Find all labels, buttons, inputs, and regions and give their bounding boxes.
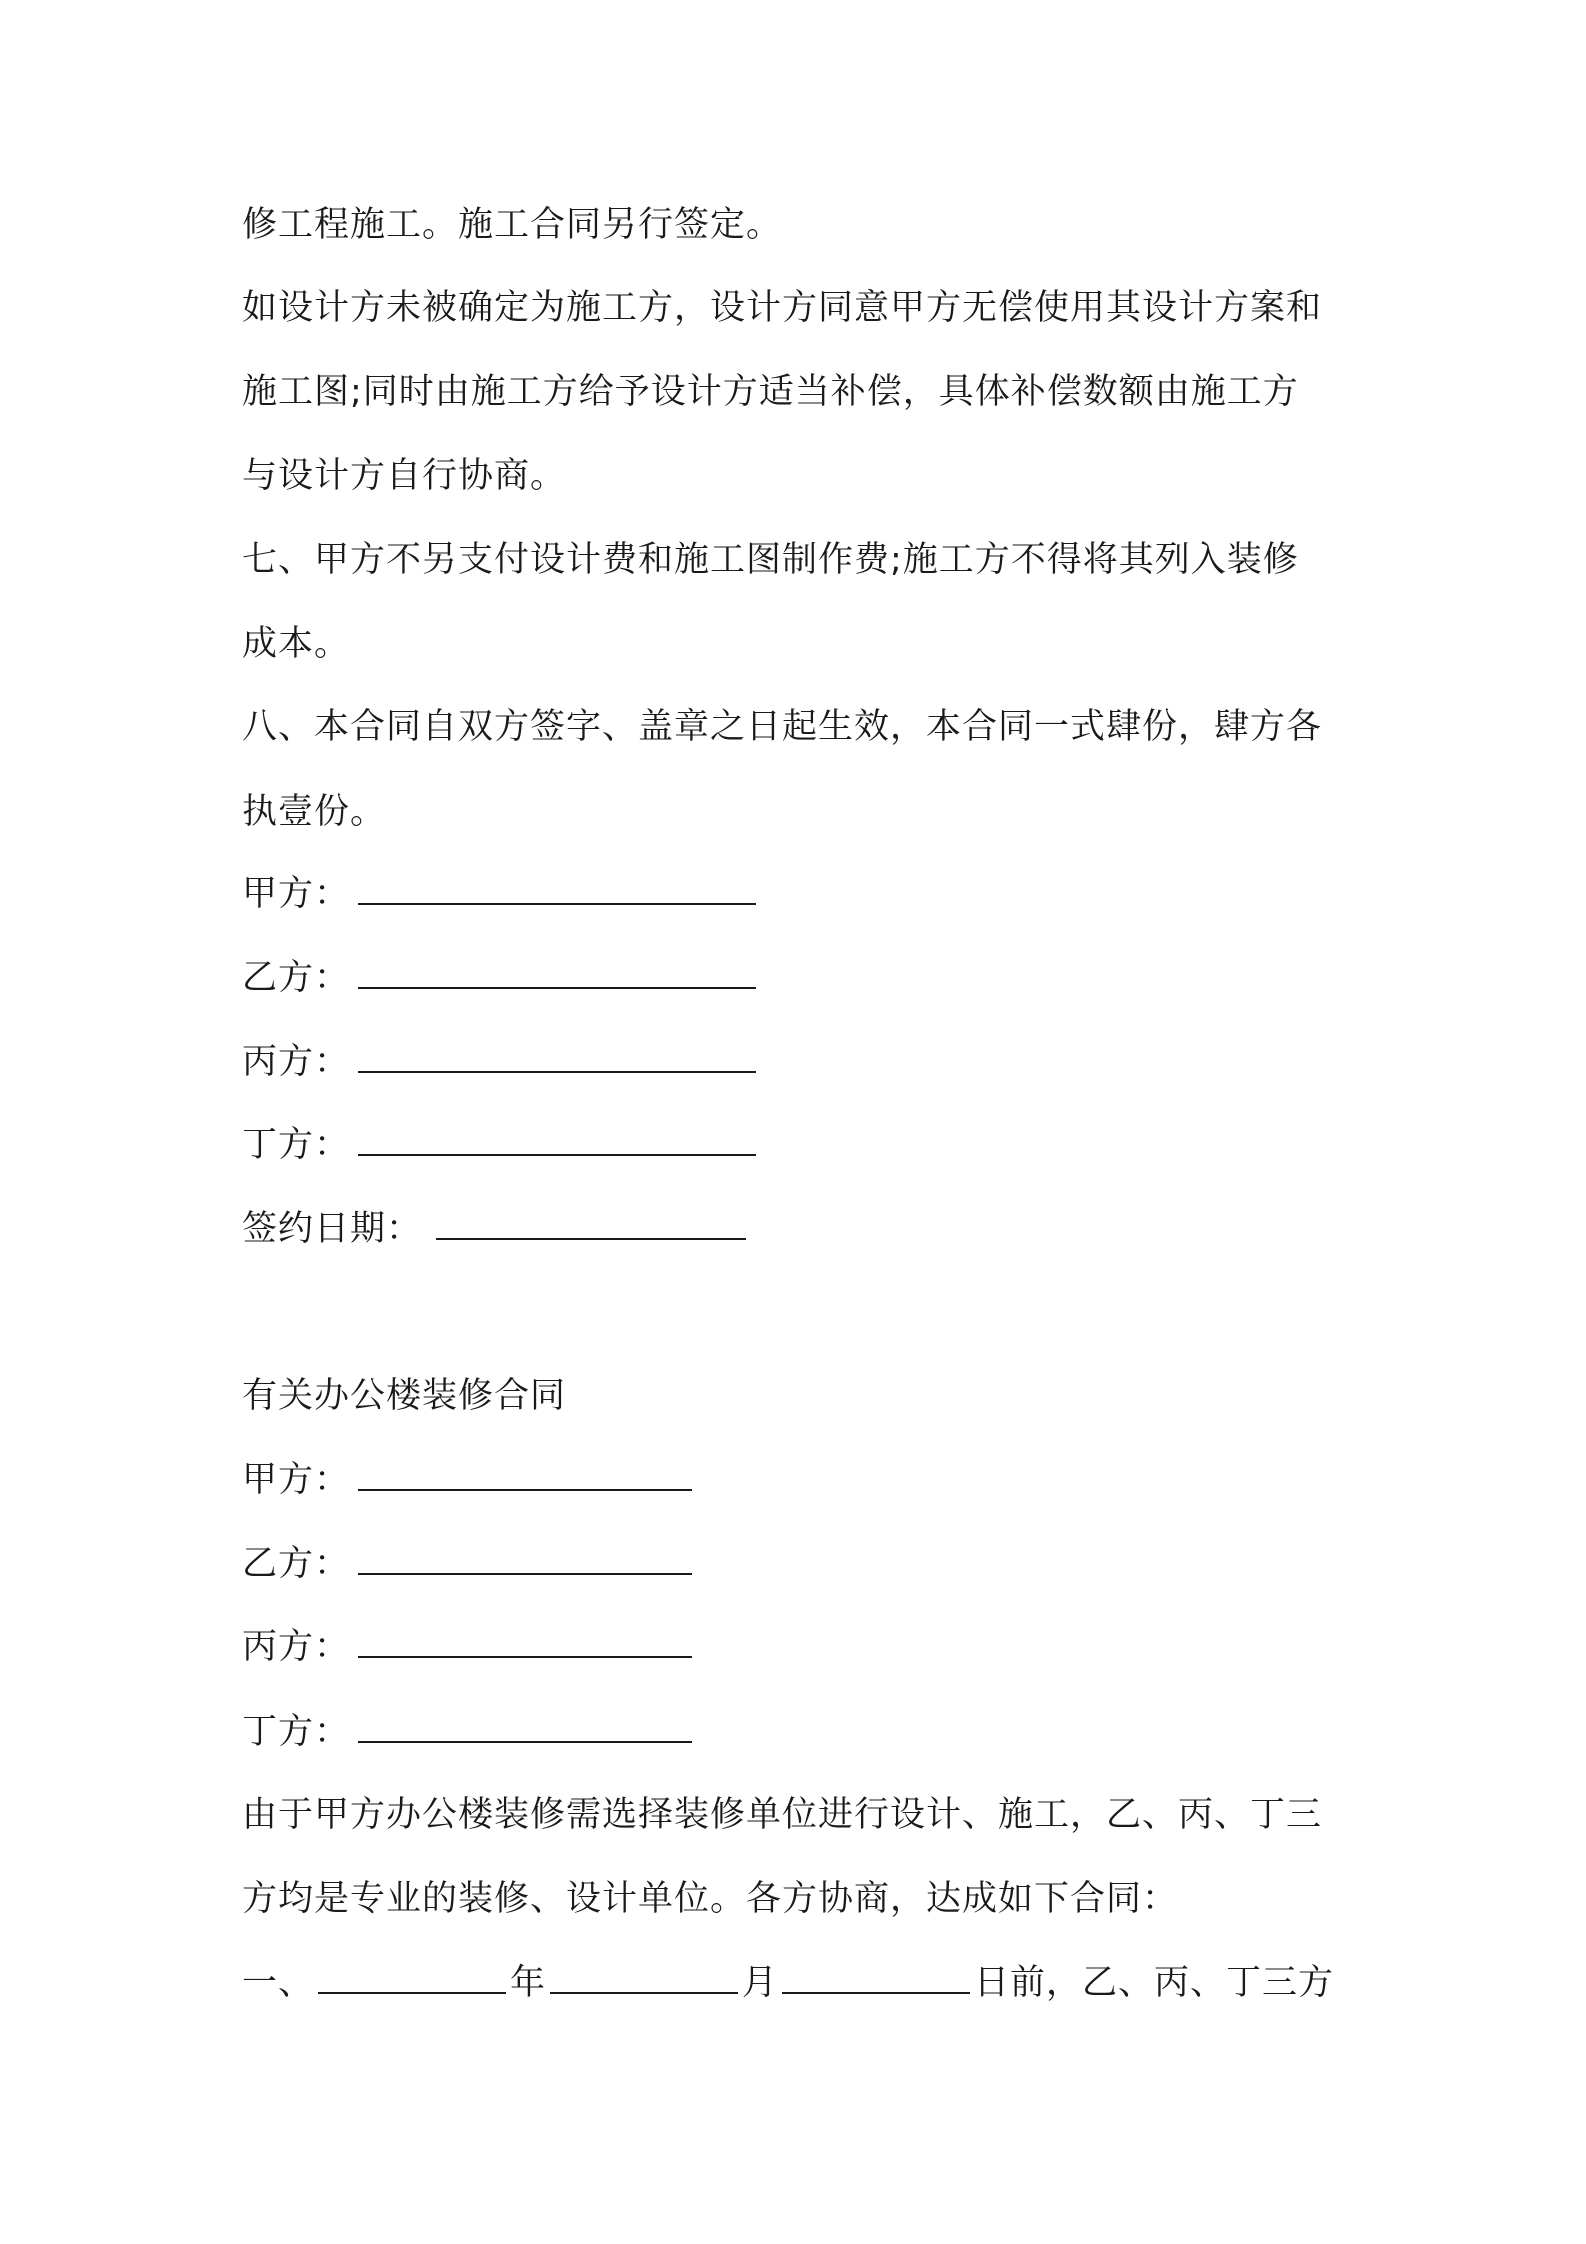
party-d-label: 丁方： [242,1712,351,1752]
party-c-label: 丙方： [242,1627,351,1667]
party-a-blank[interactable] [358,873,756,905]
sign-date-label: 签约日期： [242,1209,423,1249]
year-blank[interactable] [318,1962,506,1994]
party-d-label: 丁方： [242,1125,351,1165]
signature-line-party-c [242,1040,756,1084]
paragraph-line: 修工程施工。施工合同另行签定。 [242,205,783,245]
party-c-blank[interactable] [358,1626,692,1658]
party-d-blank[interactable] [358,1124,756,1156]
signature-line-party-a [242,1458,692,1502]
year-label: 年 [510,1963,547,2003]
clause-one-prefix: 一、 [242,1963,315,2003]
day-blank[interactable] [782,1962,970,1994]
signature-line-party-b [242,956,756,1000]
clause-one-suffix: 日前，乙、丙、丁三方 [974,1963,1335,2003]
paragraph-line: 七、甲方不另支付设计费和施工图制作费;施工方不得将其列入装修 [242,540,1299,580]
signature-line-party-b [242,1542,692,1586]
signature-line-party-d [242,1710,692,1754]
paragraph-line: 与设计方自行协商。 [242,456,567,496]
party-b-label: 乙方： [242,1544,351,1584]
signature-line-party-c [242,1625,692,1669]
party-b-blank[interactable] [358,957,756,989]
party-a-blank[interactable] [358,1459,692,1491]
paragraph-line: 八、本合同自双方签字、盖章之日起生效，本合同一式肆份，肆方各 [242,707,1323,747]
intro-line: 方均是专业的装修、设计单位。各方协商，达成如下合同： [242,1879,1179,1919]
month-label: 月 [742,1963,779,2003]
sign-date-blank[interactable] [436,1208,746,1240]
month-blank[interactable] [550,1962,738,1994]
paragraph-line: 执壹份。 [242,792,387,832]
party-c-label: 丙方： [242,1042,351,1082]
paragraph-line: 施工图;同时由施工方给予设计方适当补偿，具体补偿数额由施工方 [242,372,1299,412]
signature-line-party-d [242,1123,756,1167]
party-a-label: 甲方： [242,1460,351,1500]
intro-line: 由于甲方办公楼装修需选择装修单位进行设计、施工，乙、丙、丁三 [242,1795,1323,1835]
paragraph-line: 如设计方未被确定为施工方，设计方同意甲方无偿使用其设计方案和 [242,288,1323,328]
party-d-blank[interactable] [358,1711,692,1743]
signature-line-date [242,1207,746,1251]
party-a-label: 甲方： [242,874,351,914]
paragraph-line: 成本。 [242,624,351,664]
contract-title: 有关办公楼装修合同 [242,1376,567,1416]
clause-one-line [242,1961,1334,2005]
signature-line-party-a [242,872,756,916]
party-c-blank[interactable] [358,1041,756,1073]
party-b-blank[interactable] [358,1543,692,1575]
party-b-label: 乙方： [242,958,351,998]
